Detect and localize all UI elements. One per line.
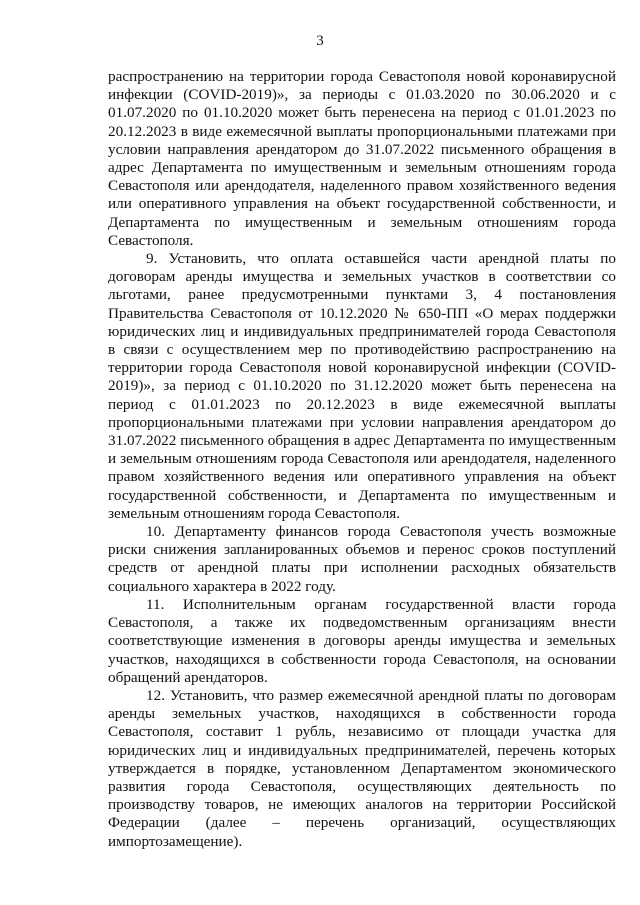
paragraph-11: 11. Исполнительным органам государственной власти города Севастополя, а также их подведомственным организациям внести соответствующие изменения в договоры аренды имущества и земельных участков, находящихся в собственности города Севастополя, на основании обращений арендаторов. — [108, 595, 616, 686]
document-body — [108, 68, 616, 851]
paragraph-8-continuation: распространению на территории города Севастополя новой коронавирусной инфекции (COVID-2019)», за периоды с 01.03.2020 по 30.06.2020 и с 01.07.2020 по 01.10.2020 может быть перенесена на период с 01.01.2023 по 20.12.2023 в виде ежемесячной выплаты пропорциональными платежами при условии направления арендатором до 31.07.2022 письменного обращения в адрес Департамента по имущественным и земельным отношениям города Севастополя или арендодателя, наделенного правом хозяйственного ведения или оперативного управления на объект государственной собственности, и Департамента по имущественным и земельным отношениям города Севастополя. — [108, 68, 616, 249]
paragraph-10: 10. Департаменту финансов города Севастополя учесть возможные риски снижения запланированных объемов и перенос сроков поступлений средств от арендной платы при исполнении расходных обязательств социального характера в 2022 году. — [108, 523, 616, 595]
paragraph-12: 12. Установить, что размер ежемесячной арендной платы по договорам аренды земельных участков, находящихся в собственности города Севастополя, составит 1 рубль, независимо от площади участка для юридических лиц и индивидуальных предпринимателей, перечень которых утверждается в порядке, установленном Департаментом экономического развития города Севастополя, осуществляющих деятельность по производству товаров, не имеющих аналогов на территории Российской Федерации (далее – перечень организаций, осуществляющих импортозамещение). — [108, 686, 616, 850]
page-number: 3 — [316, 33, 324, 49]
paragraph-9: 9. Установить, что оплата оставшейся части арендной платы по договорам аренды имущества и земельных участков в соответствии со льготами, ранее предусмотренными пунктами 3, 4 постановления Правительства Севастополя от 10.12.2020 № 650-ПП «О мерах поддержки юридических лиц и индивидуальных предпринимателей города Севастополя в связи с осуществлением мер по противодействию распространению на территории города Севастополя новой коронавирусной инфекции (COVID-2019)», за период с 01.10.2020 по 31.12.2020 может быть перенесена на период с 01.01.2023 по 20.12.2023 в виде ежемесячной выплаты пропорциональными платежами при условии направления арендатором до 31.07.2022 письменного обращения в адрес Департамента по имущественным и земельным отношениям города Севастополя или арендодателя, наделенного правом хозяйственного ведения или оперативного управления на объект государственной собственности, и Департамента по имущественным и земельным отношениям города Севастополя. — [108, 250, 616, 522]
